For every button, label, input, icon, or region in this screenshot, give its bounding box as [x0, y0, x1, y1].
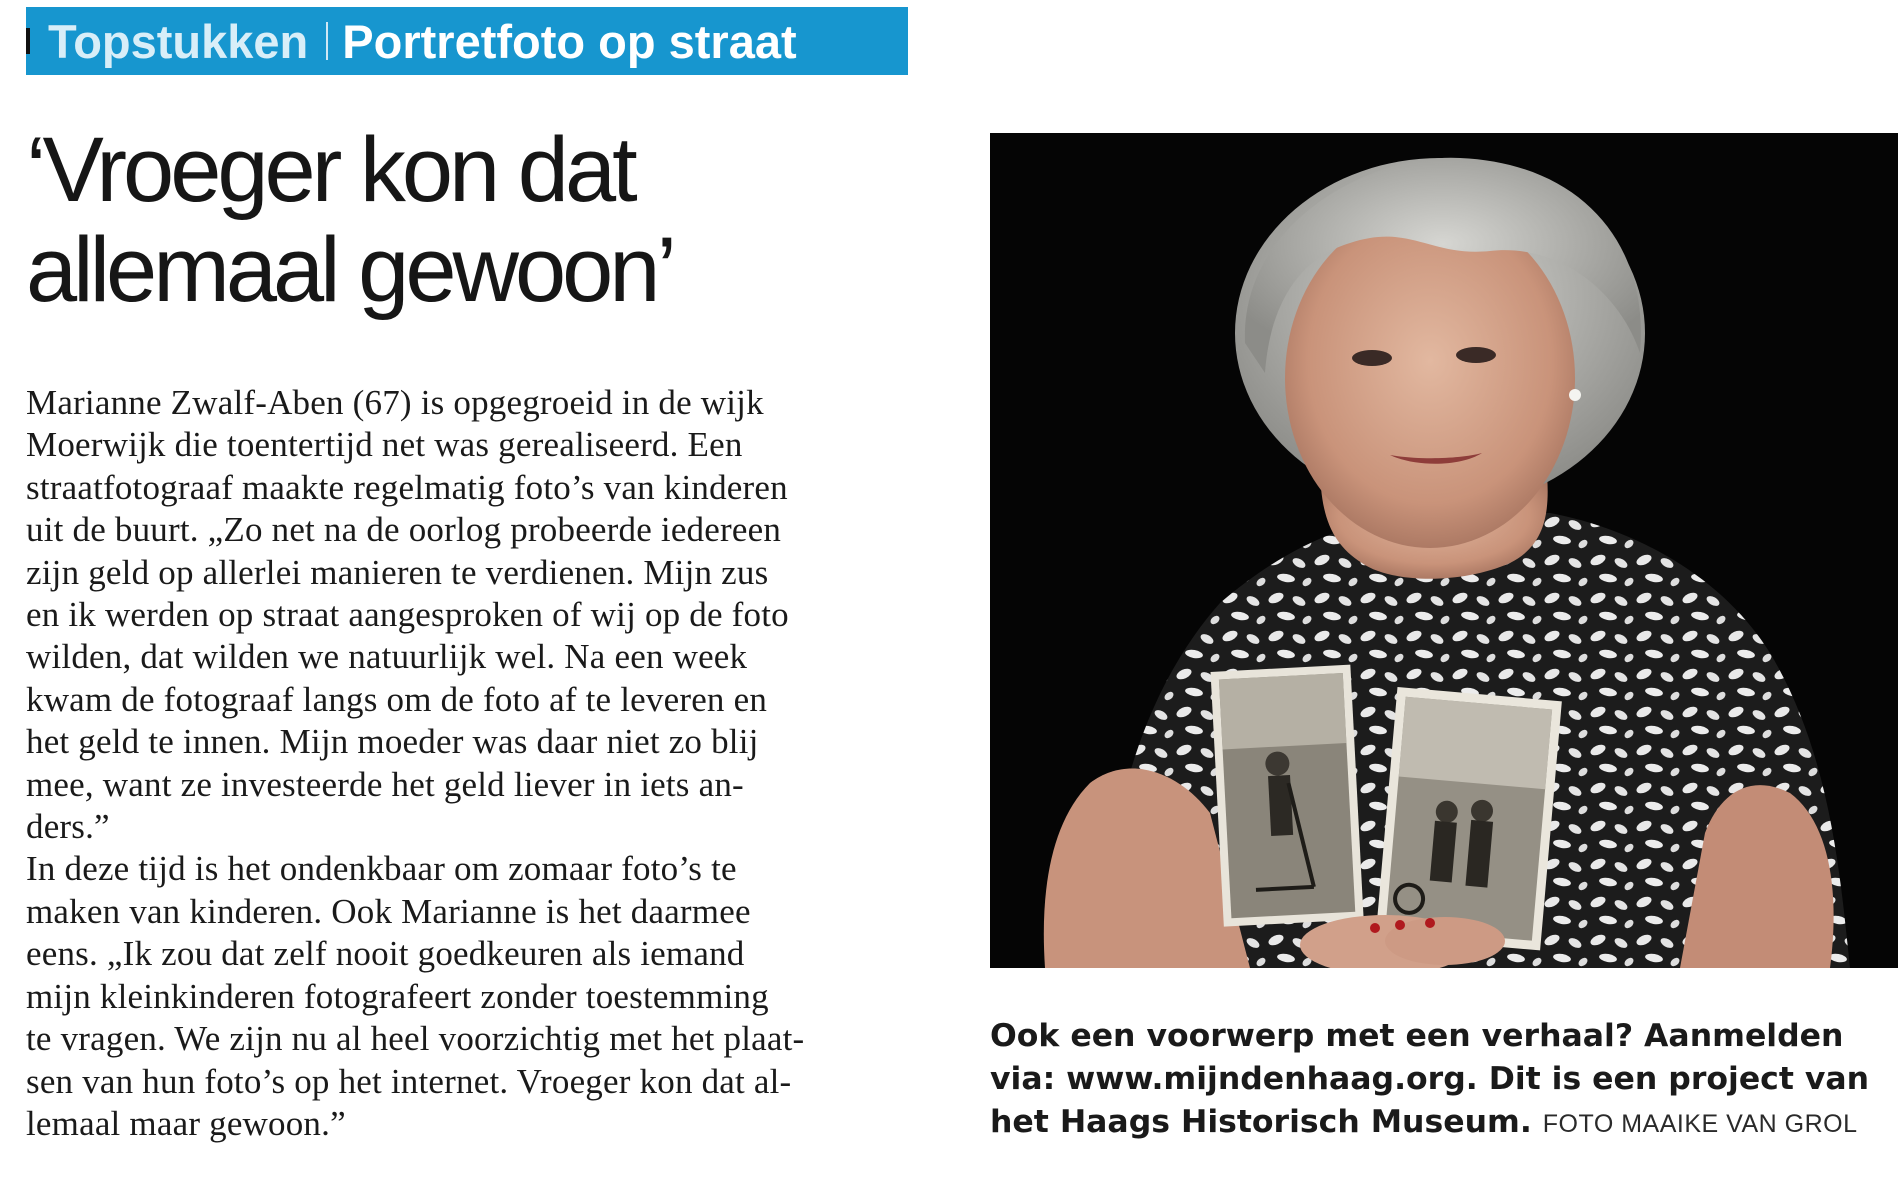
caption-line: het Haags Historisch Museum.	[990, 1104, 1532, 1140]
kicker-divider	[326, 22, 328, 60]
body-line: en ik werden op straat aangesproken of wij op de foto	[26, 595, 789, 635]
article-body	[26, 382, 956, 1145]
body-line: zijn geld op allerlei manieren te verdienen. Mijn zus	[26, 552, 769, 592]
caption-line-last	[990, 1101, 1900, 1146]
body-line: straatfotograaf maakte regelmatig foto’s van kinderen	[26, 467, 788, 507]
photo-caption	[990, 1015, 1900, 1146]
portrait-illustration	[990, 133, 1898, 968]
body-line: te vragen. We zijn nu al heel voorzichtig met het plaat-	[26, 1019, 805, 1059]
body-line: mijn kleinkinderen fotografeert zonder toestemming	[26, 976, 769, 1016]
body-line: wilden, dat wilden we natuurlijk wel. Na een week	[26, 637, 748, 677]
body-line: uit de buurt. „Zo net na de oorlog probeerde iedereen	[26, 510, 782, 550]
section-kicker	[26, 7, 908, 75]
portrait-photo	[990, 133, 1898, 968]
body-line: ders.”	[26, 807, 110, 847]
body-line: mee, want ze investeerde het geld liever in iets an-	[26, 764, 744, 804]
body-line: maken van kinderen. Ook Marianne is het daarmee	[26, 891, 751, 931]
kicker-topic: Portretfoto op straat	[342, 14, 797, 68]
kicker-edge-mark	[26, 28, 30, 54]
body-line: Marianne Zwalf-Aben (67) is opgegroeid in de wijk	[26, 383, 764, 422]
caption-line: Ook een voorwerp met een verhaal? Aanmelden	[990, 1018, 1844, 1054]
headline-line: ‘Vroeger kon dat	[26, 119, 634, 221]
headline-line: allemaal gewoon’	[26, 219, 673, 321]
article-headline	[26, 120, 966, 320]
photo-credit: FOTO MAAIKE VAN GROL	[1542, 1110, 1858, 1138]
body-line: lemaal maar gewoon.”	[26, 1103, 346, 1143]
body-line: In deze tijd is het ondenkbaar om zomaar foto’s te	[26, 849, 737, 889]
body-line: het geld te innen. Mijn moeder was daar niet zo blij	[26, 722, 759, 762]
body-line: kwam de fotograaf langs om de foto af te leveren en	[26, 679, 768, 719]
body-line: Moerwijk die toentertijd net was gerealiseerd. Een	[26, 425, 743, 465]
body-line: sen van hun foto’s op het internet. Vroeger kon dat al-	[26, 1061, 792, 1101]
body-line: eens. „Ik zou dat zelf nooit goedkeuren als iemand	[26, 934, 745, 974]
caption-line: via: www.mijndenhaag.org. Dit is een project van	[990, 1061, 1870, 1097]
kicker-section: Topstukken	[48, 14, 309, 68]
